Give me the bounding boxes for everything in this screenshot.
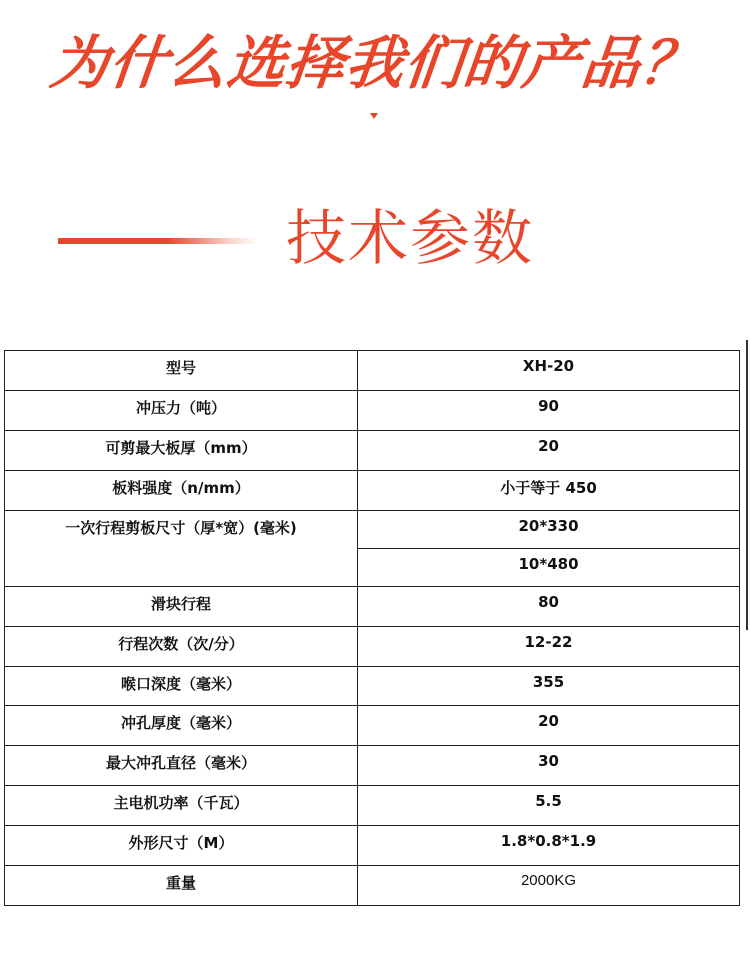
row-value-dimensions: 1.8*0.8*1.9 xyxy=(358,826,740,866)
row-value-stroke-count: 12-22 xyxy=(358,627,740,667)
row-label-max-thickness: 可剪最大板厚（mm） xyxy=(5,431,358,471)
row-label-max-punch-diameter: 最大冲孔直径（毫米） xyxy=(5,746,358,786)
row-label-stroke-count: 行程次数（次/分） xyxy=(5,627,358,667)
row-value-model: XH-20 xyxy=(358,351,740,391)
table-row xyxy=(5,431,740,471)
row-value-punch-force: 90 xyxy=(358,391,740,431)
row-label-throat-depth: 喉口深度（毫米） xyxy=(5,667,358,706)
row-label-material-strength: 板料强度（n/mm） xyxy=(5,471,358,511)
row-value-max-punch-diameter: 30 xyxy=(358,746,740,786)
caret-down-icon xyxy=(370,113,378,119)
table-row xyxy=(5,627,740,667)
table-row xyxy=(5,786,740,826)
row-value-shear-size-2: 10*480 xyxy=(358,549,740,587)
section-divider-line xyxy=(58,238,258,244)
row-label-dimensions: 外形尺寸（M） xyxy=(5,826,358,866)
row-value-slider-stroke: 80 xyxy=(358,587,740,627)
row-value-material-strength: 小于等于 450 xyxy=(358,471,740,511)
spec-table xyxy=(4,350,740,906)
table-row xyxy=(5,351,740,391)
table-row xyxy=(5,826,740,866)
row-value-max-thickness: 20 xyxy=(358,431,740,471)
row-value-punch-thickness: 20 xyxy=(358,706,740,746)
table-row xyxy=(5,706,740,746)
page-headline: 为什么选择我们的产品？ xyxy=(46,29,704,97)
table-row xyxy=(5,746,740,786)
table-row xyxy=(5,667,740,706)
row-label-punch-force: 冲压力（吨） xyxy=(5,391,358,431)
row-label-punch-thickness: 冲孔厚度（毫米） xyxy=(5,706,358,746)
table-row xyxy=(5,511,740,549)
table-row xyxy=(5,587,740,627)
row-label-motor-power: 主电机功率（千瓦） xyxy=(5,786,358,826)
row-label-model: 型号 xyxy=(5,351,358,391)
row-value-shear-size-1: 20*330 xyxy=(358,511,740,549)
table-row xyxy=(5,866,740,906)
row-label-weight: 重量 xyxy=(5,866,358,906)
row-value-throat-depth: 355 xyxy=(358,667,740,706)
right-edge-border xyxy=(746,340,748,630)
row-value-motor-power: 5.5 xyxy=(358,786,740,826)
table-row xyxy=(5,391,740,431)
table-row xyxy=(5,471,740,511)
section-title: 技术参数 xyxy=(286,204,534,274)
row-value-weight: 2000KG xyxy=(358,866,740,906)
row-label-slider-stroke: 滑块行程 xyxy=(5,587,358,627)
row-label-shear-size: 一次行程剪板尺寸（厚*宽）(毫米) xyxy=(5,511,358,587)
